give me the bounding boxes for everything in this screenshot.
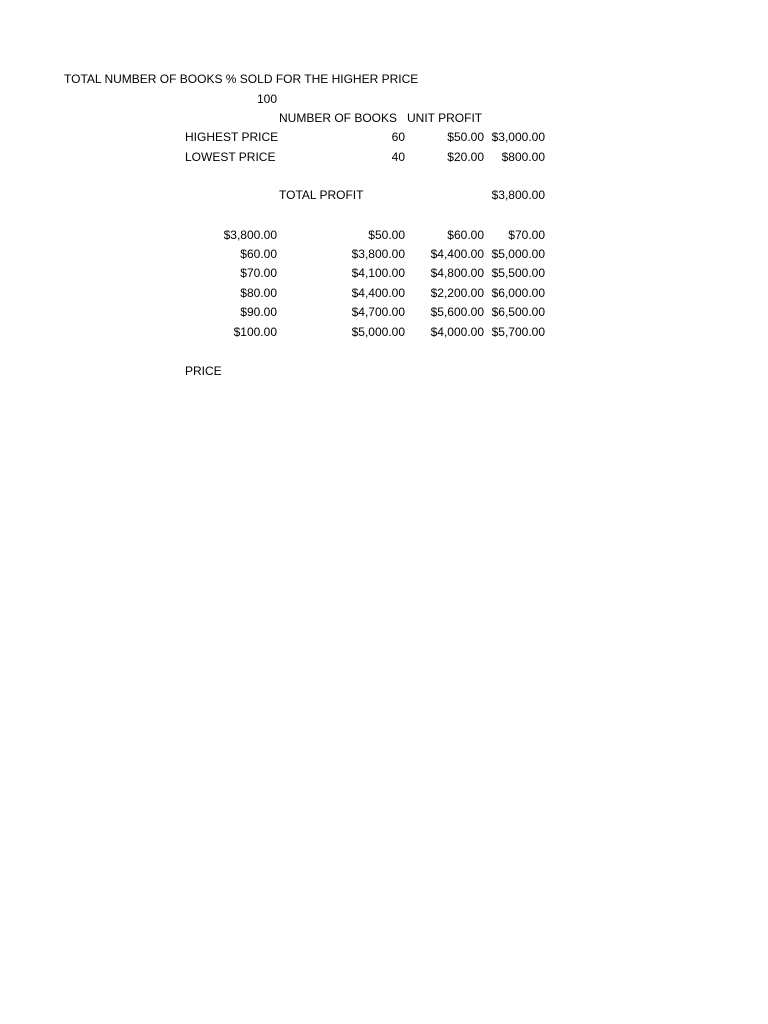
highest-price-label[interactable]: HIGHEST PRICE [185, 130, 279, 144]
table-corner-value[interactable]: $3,800.00 [223, 228, 277, 242]
highest-price-unit-profit[interactable]: $50.00 [447, 130, 484, 144]
total-books-value[interactable]: 100 [256, 92, 277, 106]
table-cell[interactable]: $5,700.00 [491, 325, 545, 339]
table-cell[interactable]: $3,800.00 [351, 247, 405, 261]
lowest-price-label[interactable]: LOWEST PRICE [185, 150, 276, 164]
table-cell[interactable]: $2,200.00 [430, 286, 484, 300]
table-cell[interactable]: $4,100.00 [351, 266, 405, 280]
table-row-price[interactable]: $100.00 [233, 325, 277, 339]
table-cell[interactable]: $4,800.00 [430, 266, 484, 280]
table-cell[interactable]: $5,000.00 [491, 247, 545, 261]
table-cell[interactable]: $4,000.00 [430, 325, 484, 339]
table-row-price[interactable]: $70.00 [240, 266, 277, 280]
table-row-price[interactable]: $80.00 [240, 286, 277, 300]
total-profit-value[interactable]: $3,800.00 [491, 188, 545, 202]
table-cell[interactable]: $4,400.00 [351, 286, 405, 300]
number-of-books-header[interactable]: NUMBER OF BOOKS [279, 111, 398, 125]
unit-profit-header[interactable]: UNIT PROFIT [407, 111, 483, 125]
table-cell[interactable]: $5,000.00 [351, 325, 405, 339]
table-row-price[interactable]: $60.00 [240, 247, 277, 261]
total-profit-label[interactable]: TOTAL PROFIT [279, 188, 364, 202]
table-cell[interactable]: $4,400.00 [430, 247, 484, 261]
lowest-price-total[interactable]: $800.00 [501, 150, 545, 164]
table-cell[interactable]: $6,500.00 [491, 305, 545, 319]
lowest-price-unit-profit[interactable]: $20.00 [447, 150, 484, 164]
price-axis-label[interactable]: PRICE [185, 364, 222, 378]
table-cell[interactable]: $5,600.00 [430, 305, 484, 319]
sheet-title[interactable]: TOTAL NUMBER OF BOOKS % SOLD FOR THE HIGHER PRICE [64, 72, 419, 86]
highest-price-total[interactable]: $3,000.00 [491, 130, 545, 144]
table-col-header[interactable]: $70.00 [508, 228, 545, 242]
table-row-price[interactable]: $90.00 [240, 305, 277, 319]
table-cell[interactable]: $6,000.00 [491, 286, 545, 300]
table-cell[interactable]: $5,500.00 [491, 266, 545, 280]
highest-price-books[interactable]: 60 [391, 130, 405, 144]
table-col-header[interactable]: $60.00 [447, 228, 484, 242]
table-col-header[interactable]: $50.00 [368, 228, 405, 242]
lowest-price-books[interactable]: 40 [391, 150, 405, 164]
table-cell[interactable]: $4,700.00 [351, 305, 405, 319]
